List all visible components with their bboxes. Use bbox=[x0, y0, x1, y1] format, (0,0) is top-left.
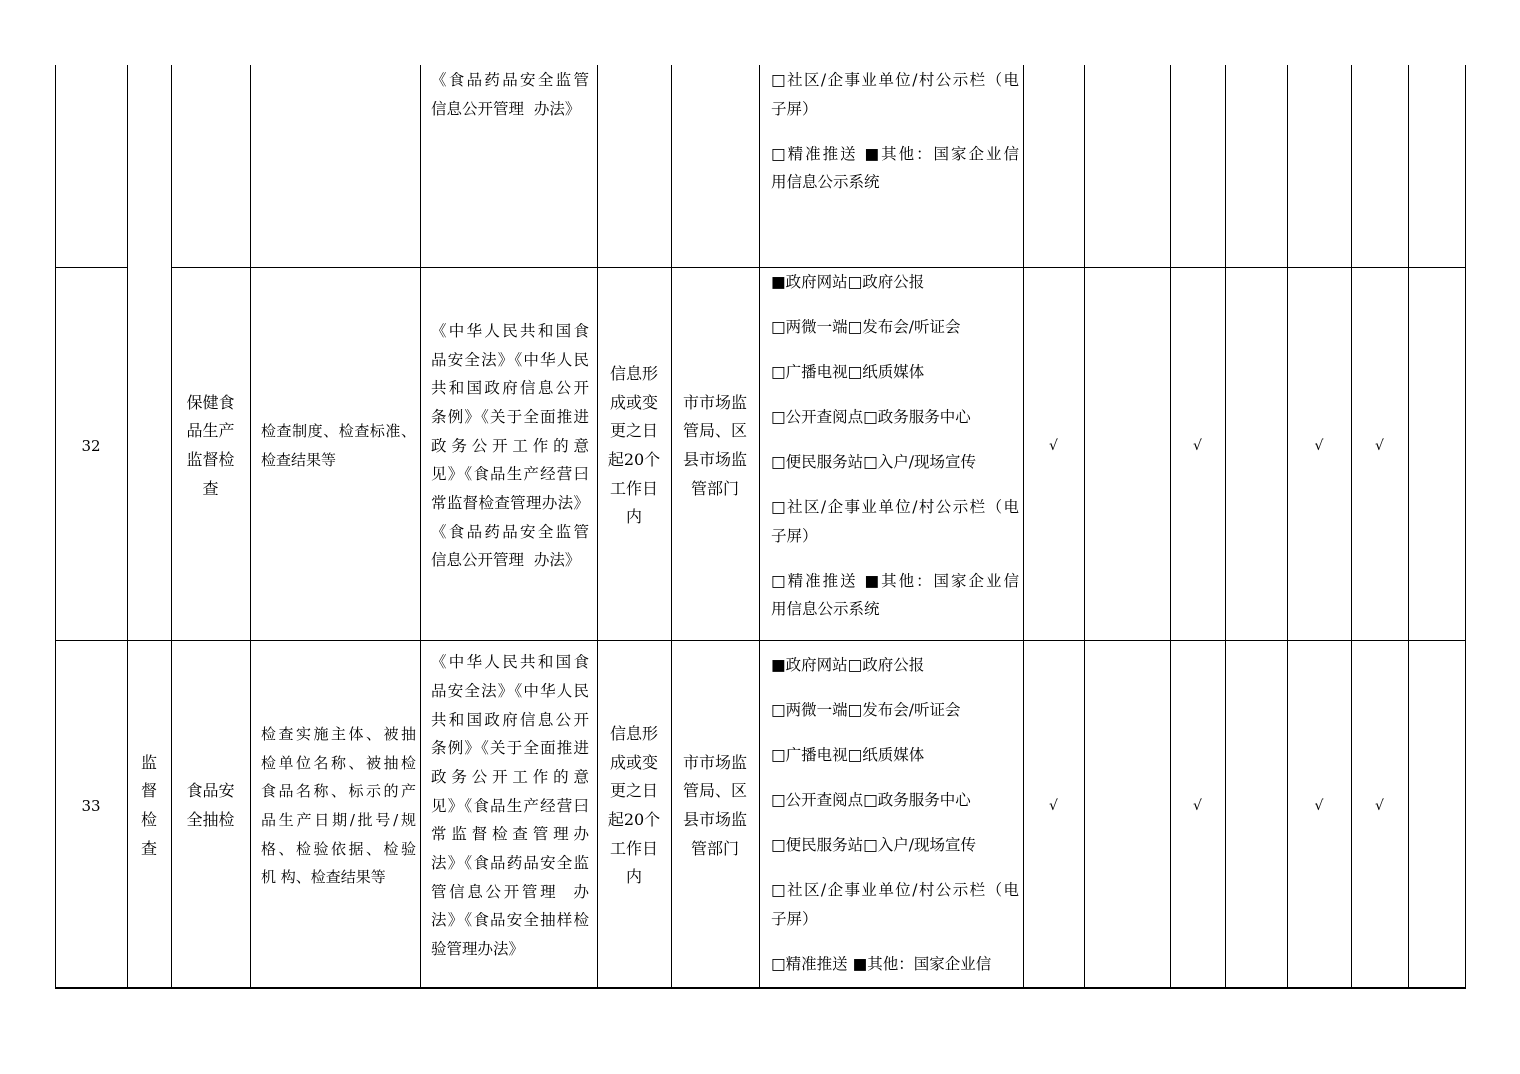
text-line: 查 bbox=[202, 478, 219, 498]
channel-option bbox=[771, 140, 1019, 197]
text-line: 工作日 bbox=[609, 838, 658, 858]
check-mark: √ bbox=[1193, 798, 1202, 814]
channel-option bbox=[771, 741, 1019, 770]
disclosure-content-cell bbox=[250, 267, 420, 640]
channel-option bbox=[771, 448, 1019, 477]
channel-option-line: □公开查阅点□政务服务中心 bbox=[771, 791, 971, 809]
row-number-cell bbox=[55, 267, 127, 640]
channel-option-line: □便民服务站□入户/现场宣传 bbox=[771, 836, 977, 854]
legal-basis-text bbox=[431, 317, 589, 575]
channel-option-line: □精准推送 ■其他：国家企业信 bbox=[771, 571, 1019, 590]
text-line: 管局、区 bbox=[682, 421, 747, 441]
text-line: 监督检 bbox=[186, 450, 235, 469]
text-line: 工作日 bbox=[609, 478, 658, 498]
check-mark-cell bbox=[1287, 640, 1351, 987]
text-line: 常监督检查管理办 bbox=[431, 825, 589, 844]
text-line: 全抽检 bbox=[186, 810, 235, 829]
text-line: 信息形 bbox=[609, 723, 658, 743]
channel-option-line: ■政府网站□政府公报 bbox=[771, 656, 925, 674]
text-line: 品安全法》《中华人民 bbox=[431, 681, 589, 700]
table-rule bbox=[55, 987, 1466, 989]
text-line: 监 bbox=[140, 752, 157, 772]
disclosure-content-text bbox=[261, 720, 416, 892]
channel-option bbox=[771, 313, 1019, 342]
text-line: 检查结果等 bbox=[261, 451, 337, 469]
legal-basis-text bbox=[431, 648, 589, 964]
disclosure-content-text bbox=[261, 417, 416, 474]
text-line: 机 构、检查结果等 bbox=[261, 868, 386, 887]
text-line: 见》《食品生产经营曰 bbox=[431, 796, 589, 815]
channel-option-line: 用信息公示系统 bbox=[771, 600, 880, 618]
text-line: 县市场监 bbox=[682, 810, 747, 829]
channel-option bbox=[771, 831, 1019, 860]
channel-option-line: 子屏） bbox=[771, 99, 818, 118]
text-line: 条例》《关于全面推进 bbox=[431, 739, 589, 758]
channel-list bbox=[759, 268, 1023, 640]
channel-option bbox=[771, 950, 1019, 979]
check-mark-cell bbox=[1225, 640, 1287, 987]
text-line: 政务公开工作的意 bbox=[431, 436, 589, 455]
channel-option bbox=[771, 876, 1019, 933]
text-line: 检查制度、检查标准、 bbox=[261, 422, 416, 441]
category-text bbox=[141, 749, 157, 864]
check-mark: √ bbox=[1314, 798, 1324, 814]
time-limit-cell bbox=[597, 640, 671, 987]
text-line: 更之日 bbox=[609, 421, 658, 441]
text-line: 管部门 bbox=[690, 838, 739, 858]
check-mark-cell bbox=[1170, 640, 1225, 987]
legal-basis-cell bbox=[420, 640, 597, 987]
responsible-body-cell bbox=[671, 640, 759, 987]
check-mark-cell bbox=[1170, 267, 1225, 640]
legal-basis-cell bbox=[420, 65, 597, 267]
item-name-cell bbox=[171, 267, 250, 640]
item-name-text bbox=[186, 389, 234, 504]
check-mark-cell bbox=[1084, 267, 1170, 640]
channel-option bbox=[771, 493, 1019, 550]
category-cell bbox=[127, 65, 171, 640]
category-cell bbox=[127, 640, 171, 987]
text-line: 县市场监 bbox=[682, 450, 747, 469]
channel-option-line: □广播电视□纸质媒体 bbox=[771, 746, 925, 764]
item-name-cell bbox=[171, 640, 250, 987]
channel-option-line: ■政府网站□政府公报 bbox=[771, 273, 925, 291]
text-line: 起20个 bbox=[607, 810, 661, 829]
channel-option bbox=[771, 567, 1019, 624]
channel-option-line: 子屏） bbox=[771, 526, 818, 545]
text-line: 内 bbox=[625, 507, 642, 527]
channel-option bbox=[771, 268, 1019, 297]
text-line: 共和国政府信息公开 bbox=[431, 379, 589, 398]
channel-option-line: □两微一端□发布会/听证会 bbox=[771, 318, 961, 336]
text-line: 常监督检查管理办法》 bbox=[431, 494, 589, 513]
time-limit-cell bbox=[597, 267, 671, 640]
check-mark-cell bbox=[1408, 640, 1465, 987]
text-line: 检 bbox=[140, 810, 157, 829]
check-mark-cell bbox=[1351, 267, 1408, 640]
time-limit-text bbox=[608, 720, 660, 892]
channel-option bbox=[771, 66, 1019, 123]
text-line: 品生产 bbox=[186, 421, 235, 441]
responsible-body-text bbox=[683, 389, 747, 504]
text-line: 成或变 bbox=[609, 392, 658, 412]
disclosure-channels-cell bbox=[759, 267, 1023, 640]
text-line: 管信息公开管理 办 bbox=[431, 882, 589, 901]
check-mark-cell bbox=[1084, 640, 1170, 987]
legal-basis-text bbox=[431, 66, 589, 123]
check-mark-cell bbox=[1225, 267, 1287, 640]
text-line: 共和国政府信息公开 bbox=[431, 710, 589, 729]
text-line: 管局、区 bbox=[682, 781, 747, 801]
text-line: 条例》《关于全面推进 bbox=[431, 407, 589, 426]
text-line: 保健食 bbox=[186, 392, 235, 412]
row-number: 33 bbox=[81, 797, 101, 815]
text-line: 市市场监 bbox=[682, 752, 747, 772]
check-mark: √ bbox=[1049, 438, 1058, 454]
text-line: 起20个 bbox=[607, 450, 661, 469]
disclosure-content-cell bbox=[250, 640, 420, 987]
check-mark: √ bbox=[1193, 438, 1202, 454]
text-line: 《中华人民共和国食 bbox=[431, 653, 589, 672]
check-mark: √ bbox=[1314, 438, 1324, 454]
check-mark-cell bbox=[1408, 267, 1465, 640]
text-line: 检单位名称、被抽检 bbox=[261, 753, 416, 772]
text-line: 督 bbox=[140, 781, 157, 801]
row-number-cell bbox=[55, 640, 127, 987]
text-line: 信息形 bbox=[609, 363, 658, 383]
channel-list bbox=[759, 66, 1023, 213]
check-mark-cell bbox=[1023, 640, 1084, 987]
check-mark: √ bbox=[1375, 438, 1384, 454]
text-line: 食品安 bbox=[186, 781, 235, 801]
check-mark: √ bbox=[1375, 798, 1384, 814]
text-line: 管部门 bbox=[690, 478, 739, 498]
legal-basis-cell bbox=[420, 267, 597, 640]
check-mark-cell bbox=[1023, 267, 1084, 640]
text-line: 政务公开工作的意 bbox=[431, 767, 589, 786]
responsible-body-cell bbox=[671, 267, 759, 640]
check-mark-cell bbox=[1351, 640, 1408, 987]
responsible-body-text bbox=[683, 749, 747, 864]
channel-option-line: □便民服务站□入户/现场宣传 bbox=[771, 453, 977, 471]
time-limit-text bbox=[608, 360, 660, 532]
text-line: 内 bbox=[625, 867, 642, 887]
text-line: 更之日 bbox=[609, 781, 658, 801]
channel-option-line: 子屏） bbox=[771, 909, 818, 928]
channel-option bbox=[771, 358, 1019, 387]
text-line: 品安全法》《中华人民 bbox=[431, 350, 589, 369]
text-line: 信息公开管理 办法》 bbox=[431, 99, 581, 118]
channel-option-line: □社区/企事业单位/村公示栏（电 bbox=[771, 498, 1019, 516]
channel-option-line: □广播电视□纸质媒体 bbox=[771, 363, 925, 381]
channel-option-line: □精准推送 ■其他：国家企业信 bbox=[771, 144, 1019, 163]
channel-option-line: □社区/企事业单位/村公示栏（电 bbox=[771, 881, 1019, 899]
channel-option bbox=[771, 651, 1019, 680]
text-line: 《食品药品安全监管 bbox=[431, 522, 589, 541]
text-line: 成或变 bbox=[609, 752, 658, 772]
disclosure-channels-cell bbox=[759, 640, 1023, 987]
text-line: 法》《食品安全抽样检 bbox=[431, 911, 589, 930]
channel-option bbox=[771, 696, 1019, 725]
text-line: 验管理办法》 bbox=[431, 940, 525, 959]
text-line: 市市场监 bbox=[682, 392, 747, 412]
channel-option-line: 用信息公示系统 bbox=[771, 173, 880, 191]
channel-option bbox=[771, 403, 1019, 432]
text-line: 格、检验依据、检验 bbox=[261, 839, 416, 858]
channel-list bbox=[759, 651, 1023, 987]
text-line: 检查实施主体、被抽 bbox=[261, 724, 416, 743]
check-mark-cell bbox=[1287, 267, 1351, 640]
channel-option-line: □社区/企事业单位/村公示栏（电 bbox=[771, 71, 1019, 89]
row-number: 32 bbox=[81, 437, 101, 455]
text-line: 信息公开管理 办法》 bbox=[431, 551, 581, 570]
text-line: 《食品药品安全监管 bbox=[431, 71, 589, 89]
text-line: 查 bbox=[140, 838, 157, 858]
text-line: 见》《食品生产经营曰 bbox=[431, 465, 589, 484]
text-line: 品生产日期/批号/规 bbox=[261, 811, 416, 829]
disclosure-channels-cell bbox=[759, 65, 1023, 267]
item-name-text bbox=[186, 777, 234, 834]
check-mark: √ bbox=[1049, 798, 1058, 814]
table-rule bbox=[1465, 65, 1466, 988]
text-line: 食品名称、标示的产 bbox=[261, 782, 416, 801]
text-line: 《中华人民共和国食 bbox=[431, 321, 589, 340]
channel-option-line: □两微一端□发布会/听证会 bbox=[771, 701, 961, 719]
text-line: 法》《食品药品安全监 bbox=[431, 854, 589, 873]
channel-option-line: □精准推送 ■其他：国家企业信 bbox=[771, 954, 992, 973]
channel-option-line: □公开查阅点□政务服务中心 bbox=[771, 408, 971, 426]
channel-option bbox=[771, 786, 1019, 815]
